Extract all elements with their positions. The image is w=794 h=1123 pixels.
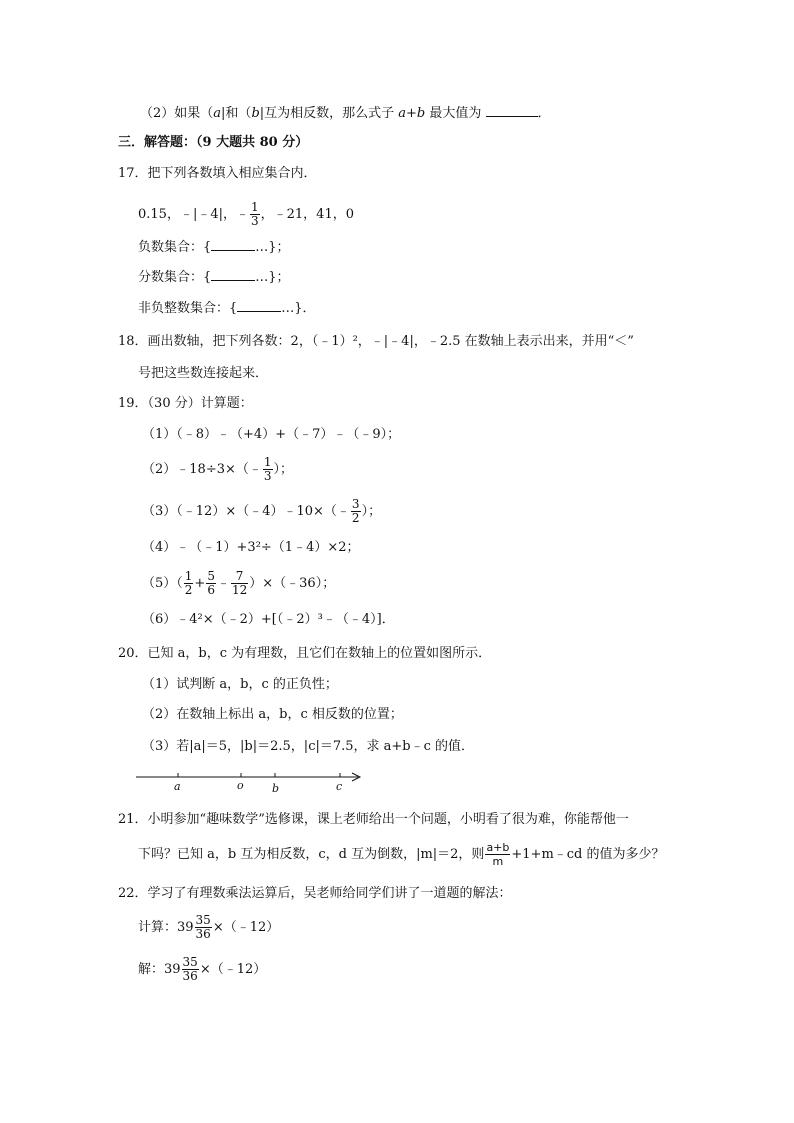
label-c: c (336, 780, 343, 793)
q16-end: ． (537, 106, 551, 121)
q22-calc-label: 计算：39 (138, 920, 194, 935)
q19-part6: （6）﹣4²×（﹣2）+[（﹣2）³﹣（﹣4）]． (142, 612, 395, 627)
q22-sol-fraction (182, 956, 199, 983)
q22-sol-den: 36 (182, 969, 198, 983)
q19-p5-c-num: 7 (231, 570, 248, 584)
q16-lead: （2）如果（ (140, 106, 214, 121)
q16-mid: |和（ (221, 106, 252, 121)
q19-p3-post: ）； (361, 504, 382, 519)
q19-part3 (142, 497, 381, 527)
q19-p2-num: 1 (263, 455, 272, 469)
q19-p5-pre: （5）（ (142, 576, 183, 591)
q17-set-nonneg-int (138, 299, 316, 319)
q19-p5-post: ）×（﹣36）； (249, 576, 336, 591)
q22-sol-post: ×（﹣12） (199, 962, 267, 977)
q17-set3-label: 非负整数集合：{ (138, 301, 238, 316)
q20-part1: （1）试判断 a，b，c 的正负性； (142, 677, 338, 692)
q22-sol-label: 解：39 (138, 962, 181, 977)
q19-p2-den: 3 (263, 469, 272, 483)
q16-var-b: b (251, 106, 260, 121)
q19-p2-fraction (263, 456, 273, 483)
q17-nums-pre: 0.15，﹣|﹣4|，﹣ (138, 207, 249, 222)
q19-p5-frac-c (231, 570, 248, 597)
q21-line1: 21．小明参加“趣味数学”选修课，课上老师给出一个问题，小明看了很为难，你能帮他一 (118, 812, 629, 827)
q19-part2 (142, 455, 293, 485)
q17-set3-end: …}． (281, 301, 316, 316)
q19-part1: （1）（﹣8）﹣（+4）+（﹣7）﹣（﹣9）； (142, 427, 401, 442)
q22-calc (138, 912, 279, 944)
q17-frac-den: 3 (250, 214, 259, 228)
q16-part2 (140, 104, 551, 124)
q19-p3-num: 3 (351, 497, 360, 511)
q16-tail2: 最大值为 (425, 106, 486, 121)
section-title: 三．解答题：（9 大题共 80 分） (118, 135, 309, 150)
q19-p5-frac-a (184, 570, 194, 597)
q19-p5-b-num: 5 (207, 569, 215, 583)
q18-line2: 号把这些数连接起来． (138, 366, 269, 381)
q16-expr: a+b (398, 106, 426, 121)
q22-sol-num: 35 (182, 955, 198, 969)
q19-p5-a-den: 2 (184, 583, 193, 597)
q16-var-a: a (213, 106, 222, 121)
q20-part2: （2）在数轴上标出 a，b，c 相反数的位置； (142, 707, 403, 722)
label-b: b (272, 782, 280, 795)
q17-numbers (138, 200, 354, 230)
q17-frac-num: 1 (250, 200, 259, 214)
q22-calc-post: ×（﹣12） (212, 920, 280, 935)
label-a: a (174, 780, 181, 793)
q21-frac-den: m (492, 855, 504, 868)
q19-p5-c-den: 12 (231, 583, 248, 597)
q21-frac-num: a+b (486, 841, 510, 854)
q17-set3-blank[interactable] (237, 299, 281, 312)
q20-number-line (130, 766, 370, 796)
q21-fraction (485, 841, 510, 868)
q21-line2 (138, 840, 665, 870)
q22-calc-num: 35 (195, 913, 211, 927)
q19-p5-plus: + (194, 576, 206, 591)
q19-p5-frac-b (206, 570, 216, 597)
q17-stem: 17．把下列各数填入相应集合内． (118, 166, 317, 181)
q19-p3-pre: （3）（﹣12）×（﹣4）﹣10×（﹣ (142, 504, 350, 519)
q17-set2-blank[interactable] (211, 268, 255, 281)
label-o: o (237, 779, 244, 792)
q19-p5-b-den: 6 (207, 583, 215, 597)
q18-line1: 18．画出数轴，把下列各数：2，（﹣1）²，﹣|﹣4|，﹣2.5 在数轴上表示出来，并用“＜” (118, 334, 634, 349)
q17-nums-post: ，﹣21，41，0 (260, 207, 354, 222)
q20-stem: 20．已知 a，b，c 为有理数，且它们在数轴上的位置如图所示． (118, 646, 492, 661)
q17-set1-end: …}； (255, 240, 290, 255)
q19-p5-minus: ﹣ (216, 576, 230, 591)
q22-stem: 22．学习了有理数乘法运算后，吴老师给同学们讲了一道题的解法： (118, 886, 512, 901)
q16-tail: |互为相反数，那么式子 (259, 106, 399, 121)
q22-solution (138, 954, 266, 986)
q19-p3-fraction (351, 498, 361, 525)
q19-part5 (142, 569, 335, 599)
q19-p3-den: 2 (351, 511, 360, 525)
q22-calc-den: 36 (195, 927, 211, 941)
q20-part3: （3）若|a|＝5，|b|＝2.5，|c|＝7.5，求 a+b﹣c 的值． (142, 739, 475, 754)
q17-set-negative (138, 238, 290, 258)
q16-answer-blank[interactable] (486, 104, 538, 117)
q17-set2-end: …}； (255, 270, 290, 285)
q17-set2-label: 分数集合：{ (138, 270, 212, 285)
q22-calc-fraction (195, 914, 212, 941)
q19-p2-pre: （2）﹣18÷3×（﹣ (142, 462, 262, 477)
q19-part4: （4）﹣（﹣1）+3²÷（1﹣4）×2； (142, 540, 360, 555)
q21-line2-pre: 下吗？已知 a，b 互为相反数，c，d 互为倒数，|m|＝2，则 (138, 847, 485, 862)
q19-stem: 19．（30 分）计算题： (118, 396, 253, 411)
q19-p5-a-num: 1 (184, 569, 193, 583)
q21-line2-post: +1+m﹣cd 的值为多少？ (511, 847, 665, 862)
q17-set1-label: 负数集合：{ (138, 240, 212, 255)
q19-p2-post: ）； (273, 462, 294, 477)
q17-fraction (250, 201, 260, 228)
q17-set-fraction (138, 268, 290, 288)
q17-set1-blank[interactable] (211, 238, 255, 251)
